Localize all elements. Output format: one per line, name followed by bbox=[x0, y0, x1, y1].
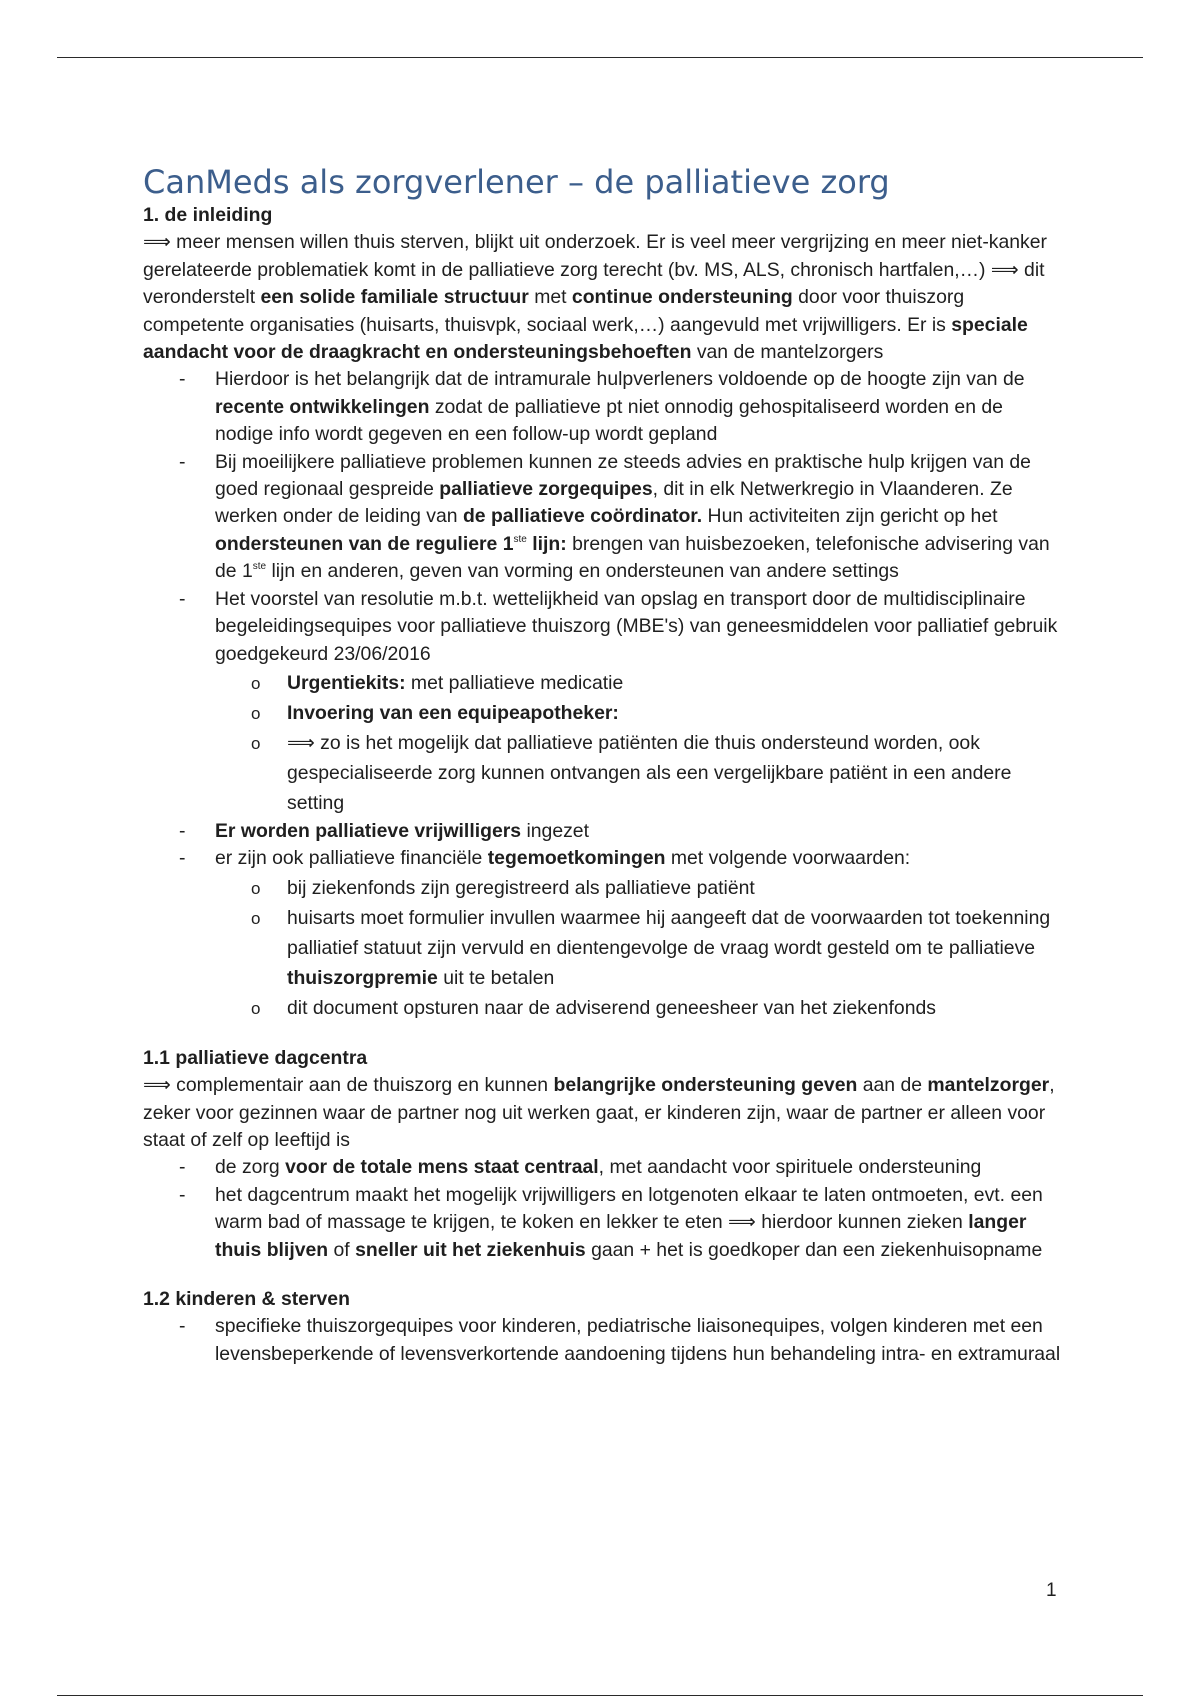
sub-list bbox=[215, 668, 1063, 818]
list-item: - specifieke thuiszorgequipes voor kinderen, pediatrische liaisonequipes, volgen kinderen met een levensbeperkende of levensverkortende aandoening tijdens hun behandeling intra- en extramuraal bbox=[215, 1313, 1063, 1368]
list-item: - er zijn ook palliatieve financiële tegemoetkomingen met volgende voorwaarden: o bij ziekenfonds zijn geregistreerd als palliatieve patiënt o huisarts moet formulier invullen waarmee hij aangeeft dat de voorwaarden tot toekenning palliatief statuut zijn vervuld en dientengevolge de vraag wordt gesteld om te palliatieve thuiszorgpremie uit te betalen o dit document opsturen naar de adviserend geneesheer van het ziekenfonds bbox=[215, 845, 1063, 1022]
page-number: 1 bbox=[1046, 1580, 1057, 1601]
section-heading-inleiding: 1. de inleiding bbox=[143, 204, 273, 226]
list-item: - Het voorstel van resolutie m.b.t. wettelijkheid van opslag en transport door de multidisciplinaire begeleidingsequipes voor palliatieve thuiszorg (MBE's) van geneesmiddelen voor palliatief gebruik goedgekeurd 23/06/2016 o Urgentiekits: met palliatieve medicatie o Invoering van een equipeapotheker: o ⟹ zo is het mogelijk dat palliatieve patiënten die thuis ondersteund worden, ook gespecialiseerde zorg kunnen ontvangen als een vergelijkbare patiënt in een andere setting bbox=[215, 586, 1063, 818]
sub-list-item: o bij ziekenfonds zijn geregistreerd als palliatieve patiënt bbox=[287, 873, 1063, 903]
page-title: CanMeds als zorgverlener – de palliatieve zorg bbox=[143, 163, 890, 201]
section-heading-kinderen: 1.2 kinderen & sterven bbox=[143, 1287, 350, 1310]
paragraph-dagcentra: ⟹ complementair aan de thuiszorg en kunnen belangrijke ondersteuning geven aan de mantelzorger, zeker voor gezinnen waar de partner nog uit werken gaat, er kinderen zijn, waar de partner er alleen voor staat of zelf op leeftijd is bbox=[143, 1074, 1055, 1151]
list-item: - Bij moeilijkere palliatieve problemen kunnen ze steeds advies en praktische hulp krijgen van de goed regionaal gespreide palliatieve zorgequipes, dit in elk Netwerkregio in Vlaanderen. Ze werken onder de leiding van de palliatieve coördinator. Hun activiteiten zijn gericht op het ondersteunen van de reguliere 1ste lijn: brengen van huisbezoeken, telefonische advisering van de 1ste lijn en anderen, geven van vorming en ondersteunen van andere settings bbox=[215, 449, 1063, 586]
sub-list-item: o dit document opsturen naar de adviserend geneesheer van het ziekenfonds bbox=[287, 993, 1063, 1023]
bullet-list-kinderen bbox=[143, 1313, 1063, 1368]
document-body bbox=[143, 162, 1063, 1368]
sub-list-item: o Urgentiekits: met palliatieve medicatie bbox=[287, 668, 1063, 698]
sub-list-item: o Invoering van een equipeapotheker: bbox=[287, 698, 1063, 728]
list-item: - het dagcentrum maakt het mogelijk vrijwilligers en lotgenoten elkaar te laten ontmoeten, evt. een warm bad of massage te krijgen, te koken en lekker te eten ⟹ hierdoor kunnen zieken langer thuis blijven of sneller uit het ziekenhuis gaan + het is goedkoper dan een ziekenhuisopname bbox=[215, 1182, 1063, 1264]
header-rule bbox=[57, 57, 1143, 58]
list-item: - Er worden palliatieve vrijwilligers ingezet bbox=[215, 818, 1063, 845]
sub-list-item: o huisarts moet formulier invullen waarmee hij aangeeft dat de voorwaarden tot toekenning palliatief statuut zijn vervuld en dientengevolge de vraag wordt gesteld om te palliatieve thuiszorgpremie uit te betalen bbox=[287, 903, 1063, 993]
footer-rule bbox=[57, 1695, 1143, 1696]
list-item: - de zorg voor de totale mens staat centraal, met aandacht voor spirituele ondersteuning bbox=[215, 1154, 1063, 1181]
sub-list-item: o ⟹ zo is het mogelijk dat palliatieve patiënten die thuis ondersteund worden, ook gespecialiseerde zorg kunnen ontvangen als een vergelijkbare patiënt in een andere setting bbox=[287, 728, 1063, 818]
bullet-list-inleiding bbox=[143, 366, 1063, 1022]
bullet-list-dagcentra bbox=[143, 1154, 1063, 1264]
list-item: - Hierdoor is het belangrijk dat de intramurale hulpverleners voldoende op de hoogte zijn van de recente ontwikkelingen zodat de palliatieve pt niet onnodig gehospitaliseerd worden en de nodige info wordt gegeven en een follow-up wordt gepland bbox=[215, 366, 1063, 448]
paragraph-inleiding: ⟹ meer mensen willen thuis sterven, blijkt uit onderzoek. Er is veel meer vergrijzing en meer niet-kanker gerelateerde problematiek komt in de palliatieve zorg terecht (bv. MS, ALS, chronisch hartfalen,…) ⟹ dit veronderstelt een solide familiale structuur met continue ondersteuning door voor thuiszorg competente organisaties (huisarts, thuisvpk, sociaal werk,…) aangevuld met vrijwilligers. Er is speciale aandacht voor de draagkracht en ondersteuningsbehoeften van de mantelzorgers bbox=[143, 231, 1047, 364]
section-heading-dagcentra: 1.1 palliatieve dagcentra bbox=[143, 1046, 368, 1069]
sub-list bbox=[215, 873, 1063, 1023]
